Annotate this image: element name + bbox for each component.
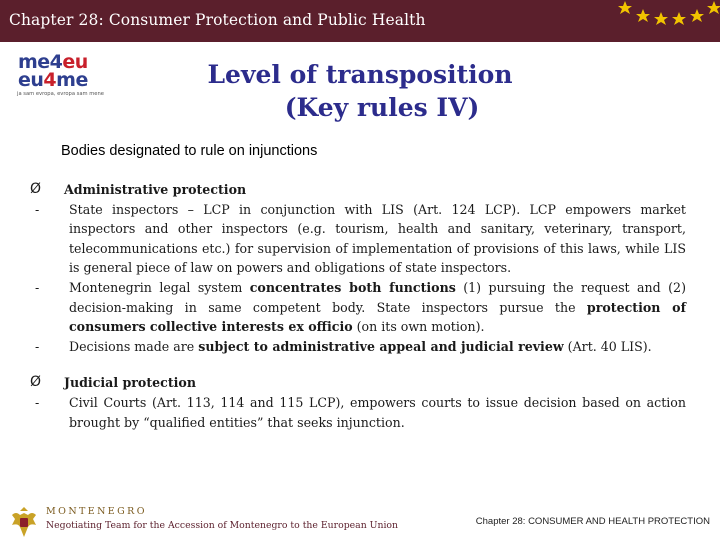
slide-title [190, 58, 530, 124]
slide-subtitle: Bodies designated to rule on injunctions [61, 143, 318, 159]
dash-bullet: - [35, 338, 40, 354]
list-item [30, 393, 686, 432]
dash-bullet: - [35, 201, 40, 217]
section-administrative-heading [30, 180, 686, 200]
list-item-text: State inspectors – LCP in conjunction with LIS (Art. 124 LCP). LCP empowers market inspectors and other inspectors (e.g. tourism, health and sanitary, veterinary, transport, telecommunications etc.) for supervision of implementation of provisions of this laws, while LIS is general piece of law on powers and obligations of state inspectors. [69, 201, 686, 276]
footer-chapter: Chapter 28: CONSUMER AND HEALTH PROTECTION [475, 516, 710, 527]
logo-line-1: me4eu [18, 51, 88, 73]
list-item [30, 337, 686, 357]
dash-bullet: - [35, 279, 40, 295]
footer-brand: MONTENEGRO [46, 506, 147, 517]
section-heading: Judicial protection [64, 375, 196, 391]
header-title: Chapter 28: Consumer Protection and Public Health [9, 11, 426, 29]
dash-bullet: - [35, 394, 40, 410]
list-item-text: Decisions made are subject to administrative appeal and judicial review (Art. 40 LIS). [69, 338, 652, 354]
me4eu-logo [14, 53, 114, 99]
slide-title-line-2: (Key rules IV) [284, 93, 480, 122]
footer-team: Negotiating Team for the Accession of Montenegro to the European Union [46, 520, 399, 531]
coat-of-arms-icon [6, 505, 42, 539]
list-item [30, 278, 686, 337]
list-item-text: Civil Courts (Art. 113, 114 and 115 LCP), empowers courts to issue decision based on action brought by “qualified entities” that seeks injunction. [69, 394, 686, 430]
logo-tagline: ja sam evropa, evropa sam mene [17, 91, 104, 97]
list-item-text: Montenegrin legal system concentrates both functions (1) pursuing the request and (2) decision-making in same competent body. State inspectors pursue the protection of consumers collective interests ex officio (on its own motion). [69, 279, 686, 335]
star-icon [618, 1, 720, 25]
slide-title-line-1: Level of transposition [207, 60, 513, 89]
section-heading: Administrative protection [64, 182, 247, 197]
eu-stars-icon [610, 0, 720, 42]
arrow-bullet-icon: Ø [30, 374, 42, 391]
arrow-bullet-icon: Ø [30, 181, 42, 197]
section-judicial-heading [30, 373, 686, 393]
header-bar [0, 0, 720, 42]
list-item [30, 200, 686, 278]
logo-line-2: eu4me [18, 69, 88, 91]
content-body [30, 180, 686, 432]
